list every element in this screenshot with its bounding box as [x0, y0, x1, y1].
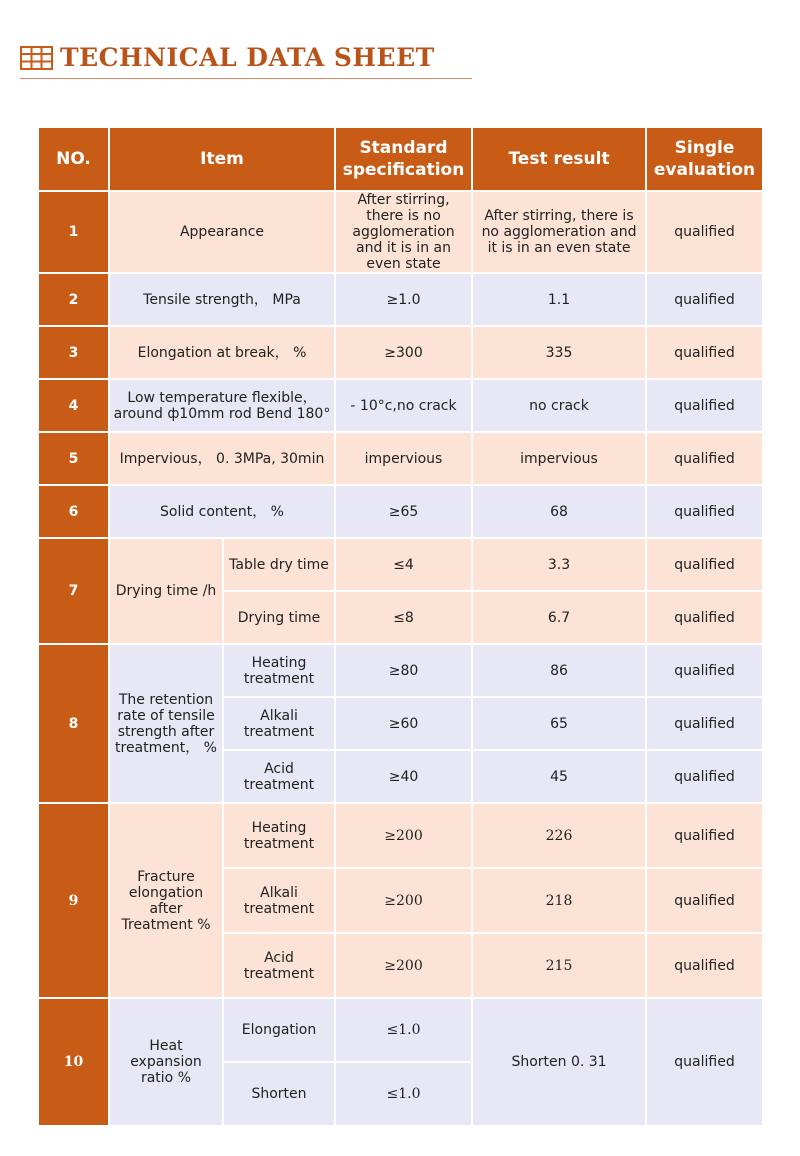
item-cell: Appearance	[109, 191, 335, 273]
standard-cell: ≥80	[335, 644, 472, 697]
table-row	[38, 803, 763, 868]
standard-cell: ≤1.0	[335, 998, 472, 1062]
result-cell: 226	[472, 803, 646, 868]
result-cell: 3.3	[472, 538, 646, 591]
row-number: 9	[38, 803, 109, 998]
row-number: 5	[38, 432, 109, 485]
standard-cell: - 10°c,no crack	[335, 379, 472, 432]
row-number: 4	[38, 379, 109, 432]
table-row	[38, 379, 763, 432]
result-cell: Shorten 0. 31	[472, 998, 646, 1126]
evaluation-cell: qualified	[646, 538, 763, 591]
table-grid-icon	[20, 46, 53, 74]
item-cell: Drying time /h	[109, 538, 223, 644]
standard-cell: After stirring, there is no agglomeration and it is in an even state	[335, 191, 472, 273]
sub-item-cell: Heating treatment	[223, 644, 335, 697]
evaluation-cell: qualified	[646, 750, 763, 803]
evaluation-cell: qualified	[646, 803, 763, 868]
table-row	[38, 191, 763, 273]
standard-cell: ≤8	[335, 591, 472, 644]
standard-cell: ≥65	[335, 485, 472, 538]
standard-cell: ≥200	[335, 803, 472, 868]
evaluation-cell: qualified	[646, 191, 763, 273]
result-cell: 218	[472, 868, 646, 933]
standard-cell: ≥300	[335, 326, 472, 379]
result-cell: 6.7	[472, 591, 646, 644]
row-number: 10	[38, 998, 109, 1126]
result-cell: no crack	[472, 379, 646, 432]
item-cell: Tensile strength， MPa	[109, 273, 335, 326]
sub-item-cell: Heating treatment	[223, 803, 335, 868]
table-row	[38, 998, 763, 1062]
sub-item-cell: Table dry time	[223, 538, 335, 591]
row-number: 3	[38, 326, 109, 379]
row-number: 8	[38, 644, 109, 803]
item-cell: Impervious， 0. 3MPa, 30min	[109, 432, 335, 485]
table-header-row	[38, 127, 763, 191]
column-header-evaluation: Single evaluation	[646, 127, 763, 191]
sub-item-cell: Acid treatment	[223, 750, 335, 803]
row-number: 1	[38, 191, 109, 273]
result-cell: impervious	[472, 432, 646, 485]
item-cell: The retention rate of tensile strength after treatment， %	[109, 644, 223, 803]
result-cell: 45	[472, 750, 646, 803]
result-cell: After stirring, there is no agglomeration and it is in an even state	[472, 191, 646, 273]
result-cell: 65	[472, 697, 646, 750]
column-header-no: NO.	[38, 127, 109, 191]
evaluation-cell: qualified	[646, 998, 763, 1126]
sub-item-cell: Elongation	[223, 998, 335, 1062]
sub-item-cell: Alkali treatment	[223, 868, 335, 933]
item-cell: Elongation at break， %	[109, 326, 335, 379]
evaluation-cell: qualified	[646, 644, 763, 697]
standard-cell: ≥60	[335, 697, 472, 750]
column-header-result: Test result	[472, 127, 646, 191]
row-number: 7	[38, 538, 109, 644]
evaluation-cell: qualified	[646, 591, 763, 644]
sheet-header	[20, 40, 480, 82]
evaluation-cell: qualified	[646, 379, 763, 432]
table-row	[38, 326, 763, 379]
table-row	[38, 644, 763, 697]
standard-cell: ≥1.0	[335, 273, 472, 326]
evaluation-cell: qualified	[646, 868, 763, 933]
sub-item-cell: Acid treatment	[223, 933, 335, 998]
item-cell: Heat expansion ratio %	[109, 998, 223, 1126]
column-header-standard: Standard specification	[335, 127, 472, 191]
column-header-item: Item	[109, 127, 335, 191]
result-cell: 86	[472, 644, 646, 697]
sub-item-cell: Drying time	[223, 591, 335, 644]
evaluation-cell: qualified	[646, 697, 763, 750]
item-cell: Solid content， %	[109, 485, 335, 538]
standard-cell: impervious	[335, 432, 472, 485]
result-cell: 68	[472, 485, 646, 538]
header-divider	[20, 78, 472, 79]
evaluation-cell: qualified	[646, 933, 763, 998]
evaluation-cell: qualified	[646, 273, 763, 326]
item-cell: Low temperature flexible，around ф10mm rod Bend 180°	[109, 379, 335, 432]
evaluation-cell: qualified	[646, 485, 763, 538]
sub-item-cell: Shorten	[223, 1062, 335, 1126]
standard-cell: ≥40	[335, 750, 472, 803]
standard-cell: ≤4	[335, 538, 472, 591]
result-cell: 215	[472, 933, 646, 998]
page-title: TECHNICAL DATA SHEET	[60, 43, 435, 72]
table-row	[38, 432, 763, 485]
result-cell: 1.1	[472, 273, 646, 326]
standard-cell: ≥200	[335, 868, 472, 933]
evaluation-cell: qualified	[646, 326, 763, 379]
row-number: 6	[38, 485, 109, 538]
result-cell: 335	[472, 326, 646, 379]
sub-item-cell: Alkali treatment	[223, 697, 335, 750]
standard-cell: ≤1.0	[335, 1062, 472, 1126]
row-number: 2	[38, 273, 109, 326]
evaluation-cell: qualified	[646, 432, 763, 485]
table-row	[38, 273, 763, 326]
table-row	[38, 485, 763, 538]
item-cell: Fracture elongation after Treatment %	[109, 803, 223, 998]
standard-cell: ≥200	[335, 933, 472, 998]
technical-data-table	[37, 126, 764, 1127]
table-row	[38, 538, 763, 591]
